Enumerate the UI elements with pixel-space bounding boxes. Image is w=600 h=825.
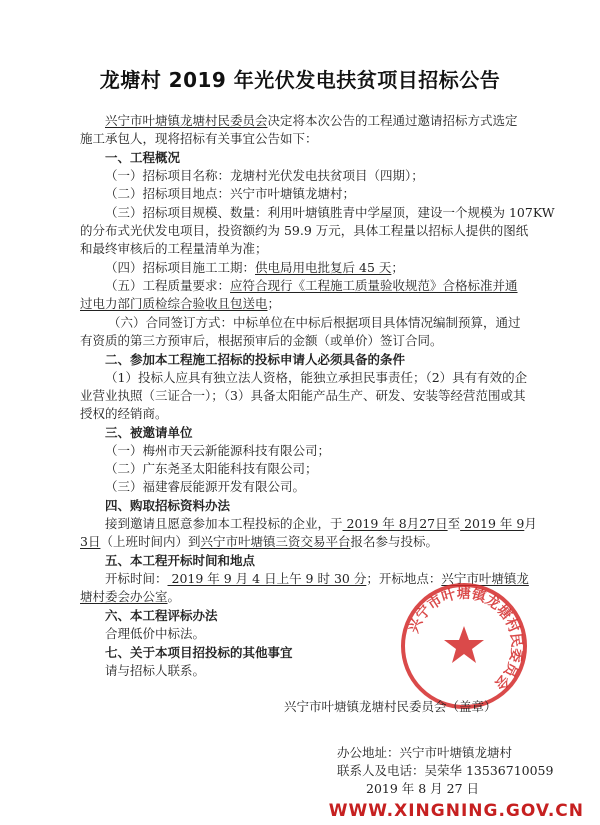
- s1-item-2: （二）招标项目地点：兴宁市叶塘镇龙塘村；: [105, 186, 356, 201]
- section-1-heading: 一、工程概况: [105, 150, 181, 165]
- sign-contact: 联系人及电话：吴荣华 13536710059: [337, 763, 554, 778]
- s4-register: 报名参与投标。: [350, 534, 438, 549]
- section-2-heading: 二、参加本工程施工招标的投标申请人必须具备的条件: [105, 352, 406, 367]
- s1-item-3-line-1: （三）招标项目规模、数量：利用叶塘镇胜青中学屋顶，建设一个规模为 107KW: [105, 205, 555, 220]
- s1-item-5-value-1: 应符合现行《工程施工质量验收规范》合格标准并通: [230, 278, 518, 293]
- s4-end-date-2: 3日: [80, 534, 101, 549]
- invited-unit-1: （一）梅州市天云新能源科技有限公司；: [105, 443, 331, 458]
- sign-address: 办公地址：兴宁市叶塘镇龙塘村: [337, 745, 513, 760]
- s2-line-1: （1）投标人应具有独立法人资格，能独立承担民事责任；（2）具有有效的企: [105, 370, 528, 385]
- s4-hours: （上班时间内）到: [100, 534, 201, 549]
- site-watermark: WWW.XINGNING.GOV.CN: [328, 801, 584, 821]
- s4-to: 至: [447, 516, 461, 531]
- s5-place-label: ；开标地点：: [366, 571, 442, 586]
- intro-org: 兴宁市叶塘镇龙塘村民委员会: [105, 113, 268, 128]
- s4-end-date-1: 2019 年 9: [460, 516, 525, 531]
- invited-unit-3: （三）福建睿辰能源开发有限公司。: [105, 479, 306, 494]
- s4-month: 月: [524, 516, 537, 531]
- s5-place-1: 兴宁市叶塘镇龙: [441, 571, 529, 586]
- s1-item-5-line-2: [80, 296, 280, 312]
- s7-text: 请与招标人联系。: [105, 663, 206, 678]
- s1-item-5-end: ；: [267, 296, 281, 311]
- s1-item-3-line-2: 的分布式光伏发电项目，投资额约为 59.9 万元，具体工程量以招标人提供的图纸: [80, 223, 529, 238]
- s1-item-4-end: ；: [391, 260, 404, 275]
- s6-text: 合理低价中标法。: [105, 626, 206, 641]
- s5-time-label: 开标时间：: [105, 571, 168, 586]
- section-3-heading: 三、被邀请单位: [105, 425, 193, 440]
- s5-end: 。: [167, 589, 181, 604]
- section-7-heading: 七、关于本项目招投标的其他事宜: [105, 645, 293, 660]
- s1-item-4-label: （四）招标项目施工工期：: [105, 260, 256, 275]
- svg-text:兴宁市叶塘镇龙塘村民委员会: 兴宁市叶塘镇龙塘村民委员会: [405, 585, 525, 693]
- s4-platform: 兴宁市叶塘镇三资交易平台: [200, 534, 351, 549]
- s4-start-date: 2019 年 8月27日: [342, 516, 448, 531]
- section-6-heading: 六、本工程评标办法: [105, 608, 218, 623]
- section-5-heading: 五、本工程开标时间和地点: [105, 553, 256, 568]
- intro-text-2: 施工承包人，现将招标有关事宜公告如下：: [80, 131, 318, 146]
- s1-item-4-value: 供电局用电批复后 45 天: [255, 260, 392, 275]
- intro-text-1: 决定将本次公告的工程通过邀请招标方式选定: [267, 113, 518, 128]
- s1-item-6-line-2: 有资质的第三方预审后，根据预审后的金额（或单价）签订合同。: [80, 333, 443, 348]
- s5-place-2: 塘村委会办公室: [80, 589, 168, 604]
- sign-date: 2019 年 8 月 27 日: [366, 781, 480, 796]
- page-title: 龙塘村 2019 年光伏发电扶贫项目招标公告: [99, 68, 501, 92]
- intro-line-1: [105, 113, 518, 129]
- invited-unit-2: （二）广东尧圣太阳能科技有限公司；: [105, 461, 318, 476]
- s1-item-6-line-1: （六）合同签订方式：中标单位在中标后根据项目具体情况编制预算，通过: [108, 315, 521, 330]
- s1-item-5-line-1: [105, 278, 518, 294]
- sign-org: 兴宁市叶塘镇龙塘村民委员会（盖章）: [284, 699, 497, 714]
- official-seal: [398, 580, 530, 712]
- s1-item-5-value-2: 过电力部门质检综合验收且包送电: [80, 296, 268, 311]
- s1-item-1: （一）招标项目名称：龙塘村光伏发电扶贫项目（四期）；: [105, 168, 424, 183]
- s5-time: 2019 年 9 月 4 日上午 9 时 30 分: [167, 571, 367, 586]
- s4-line-1: [105, 516, 537, 532]
- s5-line-2: [80, 589, 180, 605]
- s2-line-2: 业营业执照（三证合一）；（3）具备太阳能产品生产、研发、安装等经营范围或其: [80, 388, 526, 403]
- s4-line-2: [80, 534, 438, 550]
- s1-item-4: [105, 260, 404, 276]
- s1-item-5-label: （五）工程质量要求：: [105, 278, 231, 293]
- s1-item-3-line-3: 和最终审核后的工程量清单为准；: [80, 241, 268, 256]
- section-4-heading: 四、购取招标资料办法: [105, 498, 231, 513]
- s4-intro: 接到邀请且愿意参加本工程投标的企业，于: [105, 516, 343, 531]
- s2-line-3: 授权的经销商。: [80, 406, 168, 421]
